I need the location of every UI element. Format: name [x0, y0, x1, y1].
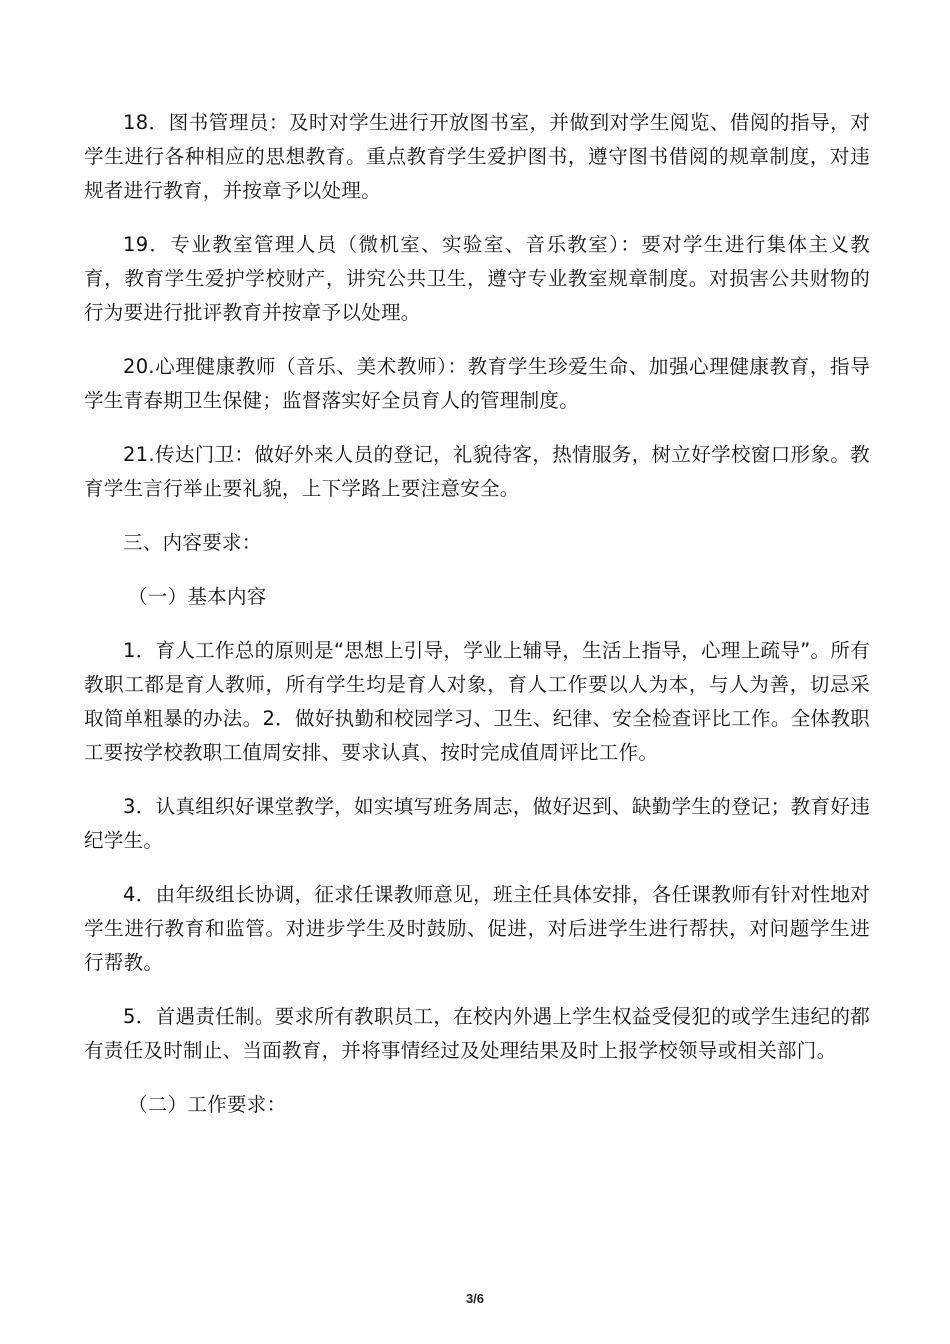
- paragraph-gatekeeper: 21.传达门卫：做好外来人员的登记，礼貌待客，热情服务，树立好学校窗口形象。教育学生言行举止要礼貌，上下学路上要注意安全。: [84, 443, 870, 500]
- paragraph-librarian: 18．图书管理员：及时对学生进行开放图书室，并做到对学生阅览、借阅的指导，对学生进行各种相应的思想教育。重点教育学生爱护图书，遵守图书借阅的规章制度，对违规者进行教育，并按章予以处理。: [84, 111, 870, 202]
- sub-heading-basic-content: （一）基本内容: [128, 585, 267, 608]
- item-grade-coordination: 4．由年级组长协调，征求任课教师意见，班主任具体安排，各任课教师有针对性地对学生进行教育和监管。对进步学生及时鼓励、促进，对后进学生进行帮扶，对问题学生进行帮教。: [84, 883, 870, 974]
- page-number: 3/6: [465, 1291, 485, 1306]
- document-body: [84, 106, 870, 1142]
- item-principles: 1．育人工作总的原则是“思想上引导，学业上辅导，生活上指导，心理上疏导”。所有教职工都是育人教师，所有学生均是育人对象，育人工作要以人为本，与人为善，切忌采取简单粗暴的办法。2．做好执勤和校园学习、卫生、纪律、安全检查评比工作。全体教职工要按学校教职工值周安排、要求认真、按时完成值周评比工作。: [84, 639, 870, 764]
- section-heading-content-requirements: 三、内容要求：: [123, 531, 262, 554]
- item-classroom-teaching: 3．认真组织好课堂教学，如实填写班务周志，做好迟到、缺勤学生的登记；教育好违纪学生。: [84, 795, 870, 852]
- paragraph-classroom-staff: 19．专业教室管理人员（微机室、实验室、音乐教室）：要对学生进行集体主义教育，教育学生爱护学校财产，讲究公共卫生，遵守专业教室规章制度。对损害公共财物的行为要进行批评教育并按章予以处理。: [84, 233, 870, 324]
- item-first-responder: 5．首遇责任制。要求所有教职员工，在校内外遇上学生权益受侵犯的或学生违纪的都有责任及时制止、当面教育，并将事情经过及处理结果及时上报学校领导或相关部门。: [84, 1005, 870, 1062]
- paragraph-psychology-teacher: 20.心理健康教师（音乐、美术教师）：教育学生珍爱生命、加强心理健康教育，指导学生青春期卫生保健；监督落实好全员育人的管理制度。: [84, 355, 870, 412]
- sub-heading-work-requirements: （二）工作要求：: [128, 1093, 287, 1116]
